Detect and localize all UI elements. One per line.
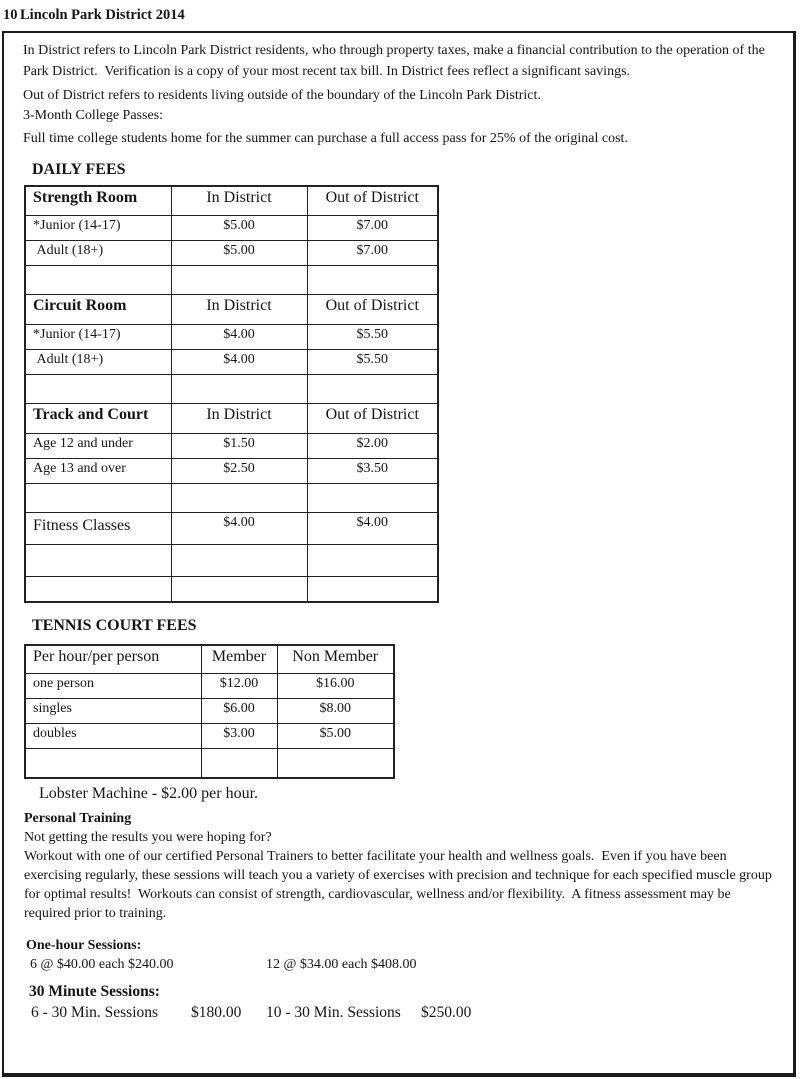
table-cell: $6.00 <box>201 699 277 724</box>
table-cell: *Junior (14-17) <box>25 325 171 350</box>
table-cell: $16.00 <box>277 674 394 699</box>
table-cell: $2.50 <box>171 459 307 484</box>
table-row <box>25 645 394 674</box>
table-cell <box>277 749 394 778</box>
one-hour-sessions-options <box>30 955 776 974</box>
page-number: 10 <box>3 7 18 23</box>
table-cell: $4.00 <box>171 325 307 350</box>
table-cell: Non Member <box>277 645 394 674</box>
table-cell: $4.00 <box>171 350 307 375</box>
table-cell <box>25 545 171 577</box>
table-cell: Out of District <box>307 295 438 325</box>
table-cell: Fitness Classes <box>25 513 171 545</box>
table-cell: $5.00 <box>277 724 394 749</box>
table-cell <box>201 749 277 778</box>
table-row <box>25 375 438 404</box>
personal-training-title: Personal Training <box>24 810 132 826</box>
table-cell: $4.00 <box>307 513 438 545</box>
table-cell: $8.00 <box>277 699 394 724</box>
table-cell: *Junior (14-17) <box>25 216 171 241</box>
out-of-district-line: Out of District refers to residents living outside of the boundary of the Lincoln Park District. <box>23 88 541 103</box>
thirty-minute-option-2-label: 10 - 30 Min. Sessions <box>266 1003 401 1021</box>
one-hour-option-2: 12 @ $34.00 each $408.00 <box>266 956 417 972</box>
intro-paragraph-out-of-district <box>23 86 779 125</box>
thirty-minute-option-1-label: 6 - 30 Min. Sessions <box>31 1003 159 1021</box>
table-cell: $7.00 <box>307 241 438 266</box>
lobster-machine-note: Lobster Machine - $2.00 per hour. <box>39 784 259 802</box>
table-cell <box>25 375 171 404</box>
thirty-minute-sessions-options <box>31 1002 776 1023</box>
table-row <box>25 577 438 602</box>
table-cell <box>171 577 307 602</box>
table-cell: In District <box>171 295 307 325</box>
table-cell: Member <box>201 645 277 674</box>
tennis-court-fees-title: TENNIS COURT FEES <box>32 616 197 634</box>
table-row <box>25 266 438 295</box>
table-row <box>25 749 394 778</box>
table-cell: $5.50 <box>307 325 438 350</box>
personal-training-intro-line: Not getting the results you were hoping for? <box>24 829 272 845</box>
table-cell: $5.50 <box>307 350 438 375</box>
table-cell: one person <box>25 674 201 699</box>
table-cell: Adult (18+) <box>25 350 171 375</box>
table-row <box>25 325 438 350</box>
table-cell: Per hour/per person <box>25 645 201 674</box>
page-header <box>3 7 185 24</box>
table-row <box>25 216 438 241</box>
intro-paragraph-college: Full time college students home for the summer can purchase a full access pass for 25% of the original cost. <box>23 131 628 146</box>
daily-fees-table <box>24 185 439 603</box>
table-cell: $2.00 <box>307 434 438 459</box>
table-cell: Track and Court <box>25 404 171 434</box>
table-row <box>25 724 394 749</box>
table-cell <box>25 577 171 602</box>
table-cell: In District <box>171 404 307 434</box>
table-cell <box>25 749 201 778</box>
table-cell <box>307 577 438 602</box>
table-cell: Adult (18+) <box>25 241 171 266</box>
intro-paragraph-in-district: In District refers to Lincoln Park District residents, who through property taxes, make a financial contribution to the operation of the Park District. Verification is a copy of your most recent tax bill. In District fees reflect a significant savings. <box>23 43 769 79</box>
table-cell: $3.00 <box>201 724 277 749</box>
table-cell <box>307 545 438 577</box>
table-cell <box>171 375 307 404</box>
table-cell <box>171 266 307 295</box>
table-cell: $1.50 <box>171 434 307 459</box>
table-cell <box>307 375 438 404</box>
table-cell: $3.50 <box>307 459 438 484</box>
content-box <box>2 31 796 1077</box>
table-cell: $4.00 <box>171 513 307 545</box>
college-passes-line: 3-Month College Passes: <box>23 107 163 123</box>
table-cell <box>171 484 307 513</box>
table-cell <box>25 266 171 295</box>
one-hour-sessions-title: One-hour Sessions: <box>26 937 142 953</box>
table-cell: $5.00 <box>171 241 307 266</box>
personal-training-paragraph: Workout with one of our certified Personal Trainers to better facilitate your health and wellness goals. Even if you have been exercising regularly, these sessions will teach you a variety of exercises with precision and technique for each specified muscle group for optimal results! Workouts can consist of strength, cardiovascular, wellness and/or flexibility. A fitness assessment may be required prior to training. <box>24 848 776 921</box>
table-cell <box>25 484 171 513</box>
table-cell: Out of District <box>307 186 438 216</box>
tennis-court-fees-table <box>24 644 395 779</box>
table-row <box>25 295 438 325</box>
table-cell: $5.00 <box>171 216 307 241</box>
table-cell: $12.00 <box>201 674 277 699</box>
table-row <box>25 241 438 266</box>
thirty-minute-option-1-price: $180.00 <box>191 1003 242 1021</box>
table-cell: Out of District <box>307 404 438 434</box>
table-cell: doubles <box>25 724 201 749</box>
table-cell: Age 13 and over <box>25 459 171 484</box>
daily-fees-title: DAILY FEES <box>32 160 126 178</box>
table-row <box>25 350 438 375</box>
table-cell: singles <box>25 699 201 724</box>
table-cell <box>307 484 438 513</box>
table-row <box>25 484 438 513</box>
table-row <box>25 186 438 216</box>
table-row <box>25 513 438 545</box>
table-row <box>25 674 394 699</box>
table-row <box>25 404 438 434</box>
personal-training-text <box>24 828 780 923</box>
table-cell: $7.00 <box>307 216 438 241</box>
table-row <box>25 545 438 577</box>
table-cell <box>171 545 307 577</box>
table-row <box>25 699 394 724</box>
thirty-minute-option-2-price: $250.00 <box>421 1003 472 1021</box>
thirty-minute-sessions-title: 30 Minute Sessions: <box>29 982 160 1000</box>
table-cell: Strength Room <box>25 186 171 216</box>
table-cell <box>307 266 438 295</box>
table-cell: Circuit Room <box>25 295 171 325</box>
table-row <box>25 459 438 484</box>
one-hour-option-1: 6 @ $40.00 each $240.00 <box>30 956 174 972</box>
page-title: Lincoln Park District 2014 <box>20 7 185 23</box>
table-row <box>25 434 438 459</box>
table-cell: In District <box>171 186 307 216</box>
table-cell: Age 12 and under <box>25 434 171 459</box>
